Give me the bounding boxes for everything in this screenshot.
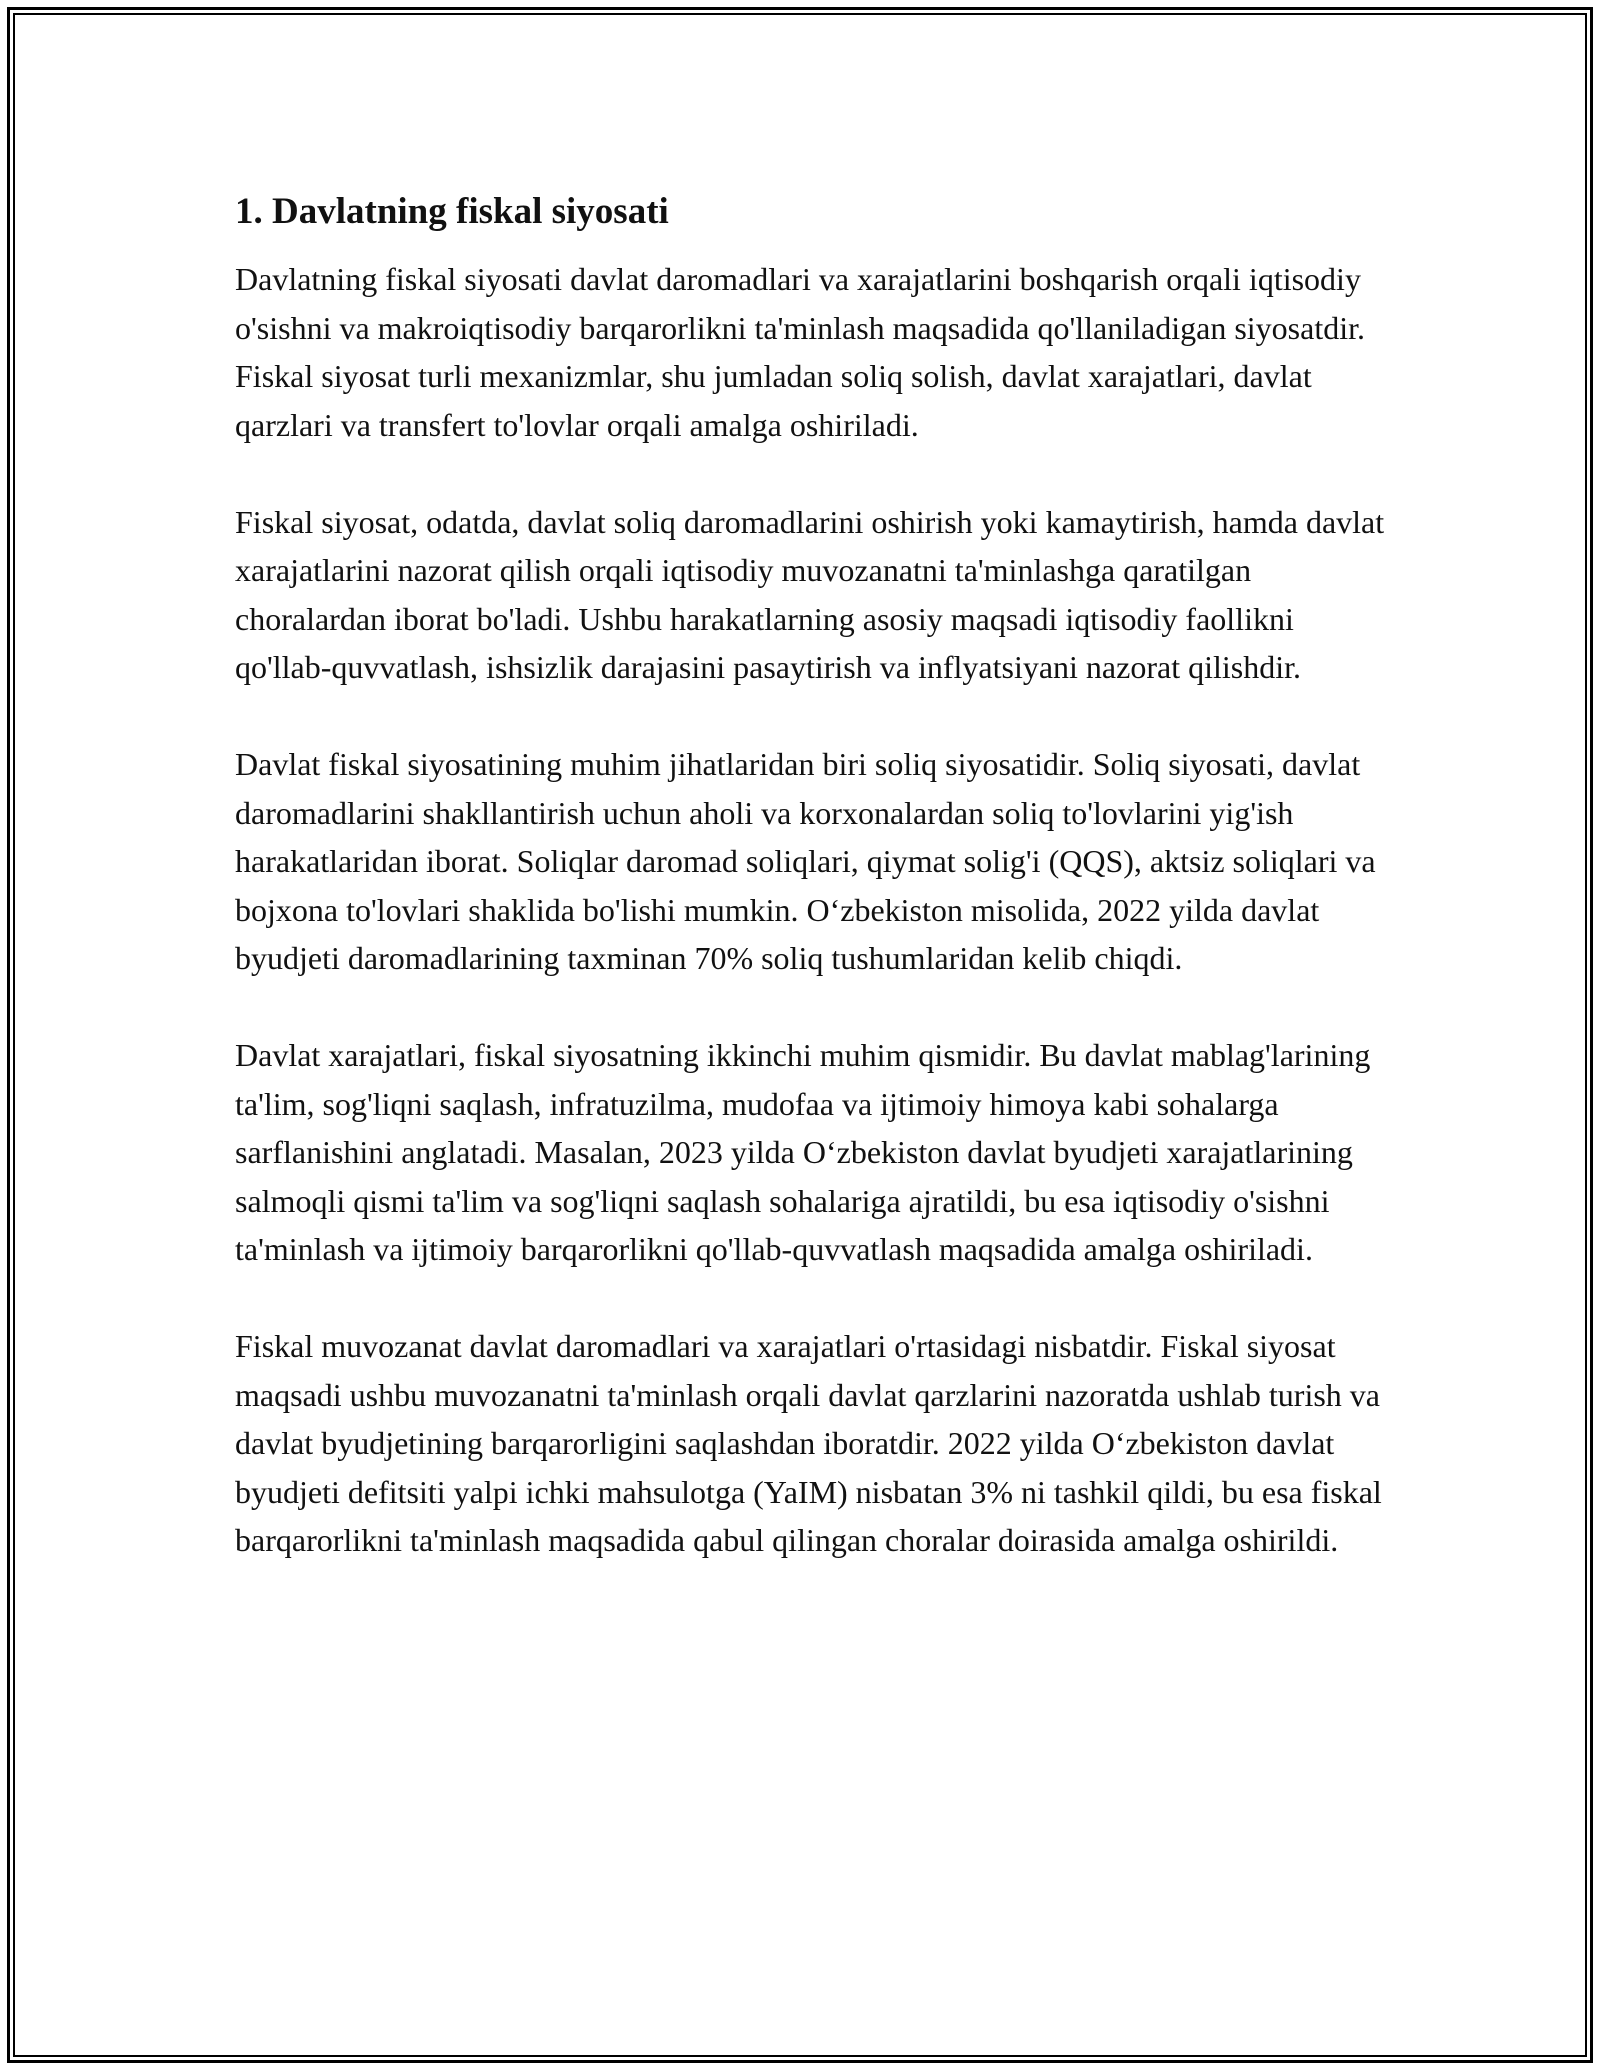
section-heading: 1. Davlatning fiskal siyosati: [235, 191, 669, 232]
paragraph-tax-policy: Davlat fiskal siyosatining muhim jihatlaridan biri soliq siyosatidir. Soliq siyosati, davlat daromadlarini shakllantirish uchun aholi va korxonalardan soliq to'lovlarini yig'ish harakatlaridan iborat. Soliqlar daromad soliqlari, qiymat solig'i (QQS), aktsiz soliqlari va bojxona to'lovlari shaklida bo'lishi mumkin. O‘zbekiston misolida, 2022 yilda davlat byudjeti daromadlarining taxminan 70% soliq tushumlaridan kelib chiqdi.: [235, 746, 1376, 976]
document-body: [235, 186, 1385, 1613]
paragraph-intro: Davlatning fiskal siyosati davlat daromadlari va xarajatlarini boshqarish orqali iqtisodiy o'sishni va makroiqtisodiy barqarorlikni ta'minlash maqsadida qo'llaniladigan siyosatdir. Fiskal siyosat turli mexanizmlar, shu jumladan soliq solish, davlat xarajatlari, davlat qarzlari va transfert to'lovlar orqali amalga oshiriladi.: [235, 261, 1365, 443]
paragraph-fiscal-balance: Fiskal muvozanat davlat daromadlari va xarajatlari o'rtasidagi nisbatdir. Fiskal siyosat maqsadi ushbu muvozanatni ta'minlash orqali davlat qarzlarini nazoratda ushlab turish va davlat byudjetining barqarorligini saqlashdan iboratdir. 2022 yilda O‘zbekiston davlat byudjeti defitsiti yalpi ichki mahsulotga (YaIM) nisbatan 3% ni tashkil qildi, bu esa fiskal barqarorlikni ta'minlash maqsadida qabul qilingan choralar doirasida amalga oshirildi.: [235, 1328, 1382, 1558]
paragraph-government-spending: Davlat xarajatlari, fiskal siyosatning ikkinchi muhim qismidir. Bu davlat mablag'larining ta'lim, sog'liqni saqlash, infratuzilma, mudofaa va ijtimoiy himoya kabi sohalarga sarflanishini anglatadi. Masalan, 2023 yilda O‘zbekiston davlat byudjeti xarajatlarining salmoqli qismi ta'lim va sog'liqni saqlash sohalariga ajratildi, bu esa iqtisodiy o'sishni ta'minlash va ijtimoiy barqarorlikni qo'llab-quvvatlash maqsadida amalga oshiriladi.: [235, 1037, 1371, 1267]
paragraph-fiscal-measures: Fiskal siyosat, odatda, davlat soliq daromadlarini oshirish yoki kamaytirish, hamda davlat xarajatlarini nazorat qilish orqali iqtisodiy muvozanatni ta'minlashga qaratilgan choralardan iborat bo'ladi. Ushbu harakatlarning asosiy maqsadi iqtisodiy faollikni qo'llab-quvvatlash, ishsizlik darajasini pasaytirish va inflyatsiyani nazorat qilishdir.: [235, 503, 1385, 685]
